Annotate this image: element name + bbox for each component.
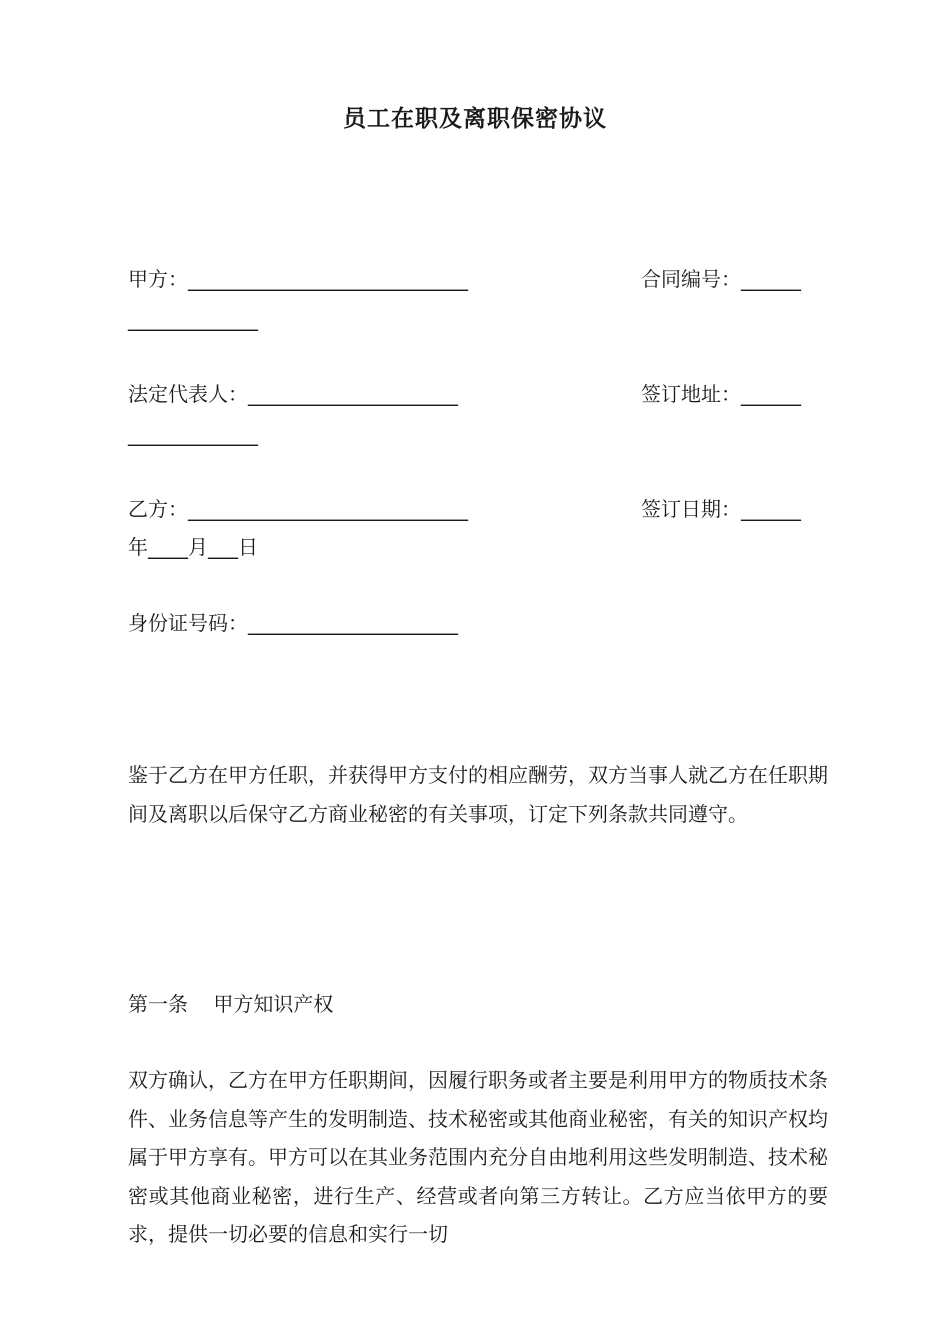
signing-date-continuation: 年____月___日 bbox=[128, 535, 258, 559]
party-a-field: 甲方：____________________________ bbox=[128, 267, 468, 291]
document-title: 员工在职及离职保密协议 bbox=[343, 106, 607, 132]
party-b-field: 乙方：____________________________ bbox=[128, 497, 468, 521]
signing-place-field: 签订地址：______ bbox=[641, 382, 801, 406]
legal-representative-field: 法定代表人：_____________________ bbox=[128, 382, 458, 406]
signing-date-field: 签订日期：______ bbox=[641, 497, 801, 521]
contract-number-continuation: _____________ bbox=[128, 307, 258, 331]
contract-number-field: 合同编号：______ bbox=[641, 267, 801, 291]
article-1-heading: 第一条 甲方知识产权 bbox=[128, 992, 334, 1016]
preamble-paragraph: 鉴于乙方在甲方任职，并获得甲方支付的相应酬劳，双方当事人就乙方在任职期间及离职以后保守乙方商业秘密的有关事项，订定下列条款共同遵守。 bbox=[128, 763, 828, 826]
signing-place-continuation: _____________ bbox=[128, 422, 258, 446]
article-1-body: 双方确认，乙方在甲方任职期间，因履行职务或者主要是利用甲方的物质技术条件、业务信息等产生的发明制造、技术秘密或其他商业秘密，有关的知识产权均属于甲方享有。甲方可以在其业务范围内充分自由地利用这些发明制造、技术秘密或其他商业秘密，进行生产、经营或者向第三方转让。乙方应当依甲方的要求，提供一切必要的信息和实行一切 bbox=[128, 1068, 828, 1246]
id-number-field: 身份证号码：_____________________ bbox=[128, 611, 458, 635]
